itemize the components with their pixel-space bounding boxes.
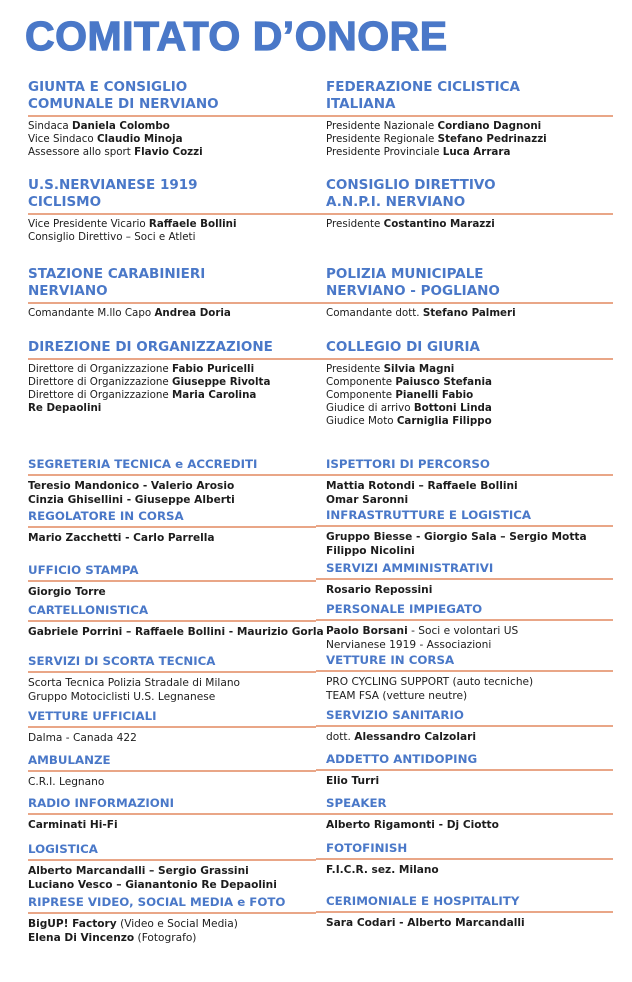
divider (28, 115, 316, 117)
divider (28, 770, 316, 772)
section-ispettori (326, 457, 613, 507)
section-vetture-corsa (326, 653, 613, 703)
list-item: Vice Presidente Vicario Raffaele Bollini (28, 217, 237, 230)
list-item: Presidente Nazionale Cordiano Dagnoni (326, 119, 542, 132)
section-heading: VETTURE IN CORSA (326, 653, 455, 667)
section-infrastrutture (326, 508, 613, 558)
list-item: Giudice di arrivo Bottoni Linda (326, 401, 492, 414)
list-item: Giudice Moto Carniglia Filippo (326, 414, 492, 427)
member-list (326, 307, 613, 320)
section-heading: U.S.NERVIANESE 1919 CICLISMO (28, 177, 198, 210)
list-item: Nervianese 1919 - Associazioni (326, 638, 492, 651)
list-item: Presidente Silvia Magni (326, 362, 455, 375)
section-stampa (28, 563, 316, 599)
list-item: Gruppo Motociclisti U.S. Legnanese (28, 690, 216, 703)
section-heading: RADIO INFORMAZIONI (28, 796, 175, 810)
list-item: TEAM FSA (vetture neutre) (326, 689, 468, 702)
divider (28, 859, 316, 861)
section-sanitario (326, 708, 613, 744)
divider (28, 580, 316, 582)
divider (316, 578, 613, 580)
divider (316, 525, 613, 527)
section-heading: SERVIZI DI SCORTA TECNICA (28, 654, 216, 668)
list-item: Cinzia Ghisellini - Giuseppe Alberti (28, 493, 235, 506)
divider (316, 670, 613, 672)
section-heading: VETTURE UFFICIALI (28, 709, 157, 723)
section-heading: COLLEGIO DI GIURIA (326, 339, 480, 355)
page-title: COMITATO D’ONORE (25, 13, 448, 59)
list-item: Teresio Mandonico - Valerio Arosio (28, 479, 235, 492)
section-carabinieri (28, 266, 316, 320)
divider (28, 474, 316, 476)
list-item: Componente Pianelli Fabio (326, 388, 474, 401)
divider (316, 858, 613, 860)
section-heading: FEDERAZIONE CICLISTICA ITALIANA (326, 79, 520, 112)
section-giunta (28, 79, 316, 159)
section-logistica (28, 842, 316, 892)
divider (28, 912, 316, 914)
divider (316, 115, 613, 117)
list-item: Dalma - Canada 422 (28, 731, 137, 744)
divider (316, 302, 613, 304)
list-item: Scorta Tecnica Polizia Stradale di Milano (28, 676, 241, 689)
member-list (28, 307, 316, 320)
list-item: Rosario Repossini (326, 583, 433, 596)
list-item: Consiglio Direttivo – Soci e Atleti (28, 230, 196, 243)
section-radio (28, 796, 316, 832)
list-item: Elio Turri (326, 774, 380, 787)
list-item: F.I.C.R. sez. Milano (326, 863, 439, 876)
divider (28, 302, 316, 304)
member-list (28, 120, 316, 159)
divider (28, 620, 316, 622)
section-giuria (326, 339, 613, 428)
list-item: Alberto Rigamonti - Dj Ciotto (326, 818, 499, 831)
divider (28, 358, 316, 360)
list-item: Alberto Marcandalli – Sergio Grassini (28, 864, 249, 877)
list-item: Presidente Regionale Stefano Pedrinazzi (326, 132, 547, 145)
list-item: Paolo Borsani - Soci e volontari US (326, 624, 519, 637)
list-item: Sindaca Daniela Colombo (28, 119, 170, 132)
section-heading: PERSONALE IMPIEGATO (326, 602, 483, 616)
divider (316, 213, 613, 215)
list-item: Presidente Provinciale Luca Arrara (326, 145, 511, 158)
list-item: Filippo Nicolini (326, 544, 415, 557)
section-heading: SERVIZI AMMINISTRATIVI (326, 561, 494, 575)
divider (28, 213, 316, 215)
list-item: Omar Saronni (326, 493, 409, 506)
section-ambulanze (28, 753, 316, 789)
section-scorta (28, 654, 316, 704)
list-item: Vice Sindaco Claudio Minoja (28, 132, 183, 145)
section-riprese (28, 895, 316, 945)
divider (316, 619, 613, 621)
section-heading: SERVIZIO SANITARIO (326, 708, 464, 722)
section-speaker (326, 796, 613, 832)
section-polizia (326, 266, 613, 320)
member-list (326, 218, 613, 231)
list-item: Comandante M.llo Capo Andrea Doria (28, 306, 231, 319)
list-item: Assessore allo sport Flavio Cozzi (28, 145, 203, 158)
section-heading: CARTELLONISTICA (28, 603, 149, 617)
list-item: BigUP! Factory (Video e Social Media) (28, 917, 238, 930)
member-list (326, 363, 613, 428)
divider (28, 671, 316, 673)
section-heading: DIREZIONE DI ORGANIZZAZIONE (28, 339, 273, 355)
list-item: Sara Codari - Alberto Marcandalli (326, 916, 525, 929)
section-anpi (326, 177, 613, 231)
section-heading: RIPRESE VIDEO, SOCIAL MEDIA e FOTO (28, 895, 286, 909)
divider (316, 725, 613, 727)
section-personale (326, 602, 613, 652)
list-item: Mattia Rotondi – Raffaele Bollini (326, 479, 518, 492)
divider (316, 813, 613, 815)
section-heading: SEGRETERIA TECNICA e ACCREDITI (28, 457, 258, 471)
section-direzione (28, 339, 316, 415)
divider (28, 726, 316, 728)
section-antidoping (326, 752, 613, 788)
section-cerimoniale (326, 894, 613, 930)
section-heading: ADDETTO ANTIDOPING (326, 752, 478, 766)
section-heading: AMBULANZE (28, 753, 111, 767)
list-item: Elena Di Vincenzo (Fotografo) (28, 931, 197, 944)
section-cartellonistica (28, 603, 324, 639)
section-heading: FOTOFINISH (326, 841, 408, 855)
section-heading: CERIMONIALE E HOSPITALITY (326, 894, 520, 908)
section-regolatore (28, 509, 316, 545)
list-item: Direttore di Organizzazione Maria Carolina (28, 388, 257, 401)
list-item: Mario Zacchetti - Carlo Parrella (28, 531, 215, 544)
section-heading: REGOLATORE IN CORSA (28, 509, 184, 523)
member-list (28, 363, 316, 415)
list-item: PRO CYCLING SUPPORT (auto tecniche) (326, 675, 534, 688)
member-list (28, 218, 316, 244)
divider (316, 474, 613, 476)
section-heading: LOGISTICA (28, 842, 98, 856)
list-item: C.R.I. Legnano (28, 775, 105, 788)
list-item: Comandante dott. Stefano Palmeri (326, 306, 516, 319)
section-fci (326, 79, 613, 159)
divider (316, 769, 613, 771)
divider (28, 813, 316, 815)
section-heading: INFRASTRUTTURE E LOGISTICA (326, 508, 532, 522)
list-item: Giorgio Torre (28, 585, 106, 598)
list-item: Direttore di Organizzazione Giuseppe Rivolta (28, 375, 271, 388)
section-heading: CONSIGLIO DIRETTIVO A.N.P.I. NERVIANO (326, 177, 496, 210)
section-heading: ISPETTORI DI PERCORSO (326, 457, 490, 471)
section-heading: STAZIONE CARABINIERI NERVIANO (28, 266, 206, 299)
list-item: Gruppo Biesse - Giorgio Sala – Sergio Motta (326, 530, 587, 543)
section-segreteria (28, 457, 316, 507)
section-heading: GIUNTA E CONSIGLIO COMUNALE DI NERVIANO (28, 79, 219, 112)
list-item: Presidente Costantino Marazzi (326, 217, 495, 230)
list-item: Gabriele Porrini – Raffaele Bollini - Maurizio Gorla (28, 625, 324, 638)
divider (316, 911, 613, 913)
section-usn (28, 177, 316, 244)
list-item: dott. Alessandro Calzolari (326, 730, 476, 743)
list-item: Re Depaolini (28, 401, 102, 414)
list-item: Luciano Vesco – Gianantonio Re Depaolini (28, 878, 277, 891)
list-item: Componente Paiusco Stefania (326, 375, 492, 388)
section-heading: SPEAKER (326, 796, 387, 810)
section-vetture-ufficiali (28, 709, 316, 745)
section-fotofinish (326, 841, 613, 877)
section-amministrativi (326, 561, 613, 597)
divider (28, 526, 316, 528)
section-heading: POLIZIA MUNICIPALE NERVIANO - POGLIANO (326, 266, 500, 299)
divider (316, 358, 613, 360)
member-list (326, 120, 613, 159)
list-item: Direttore di Organizzazione Fabio Puricelli (28, 362, 255, 375)
section-heading: UFFICIO STAMPA (28, 563, 139, 577)
list-item: Carminati Hi-Fi (28, 818, 118, 831)
